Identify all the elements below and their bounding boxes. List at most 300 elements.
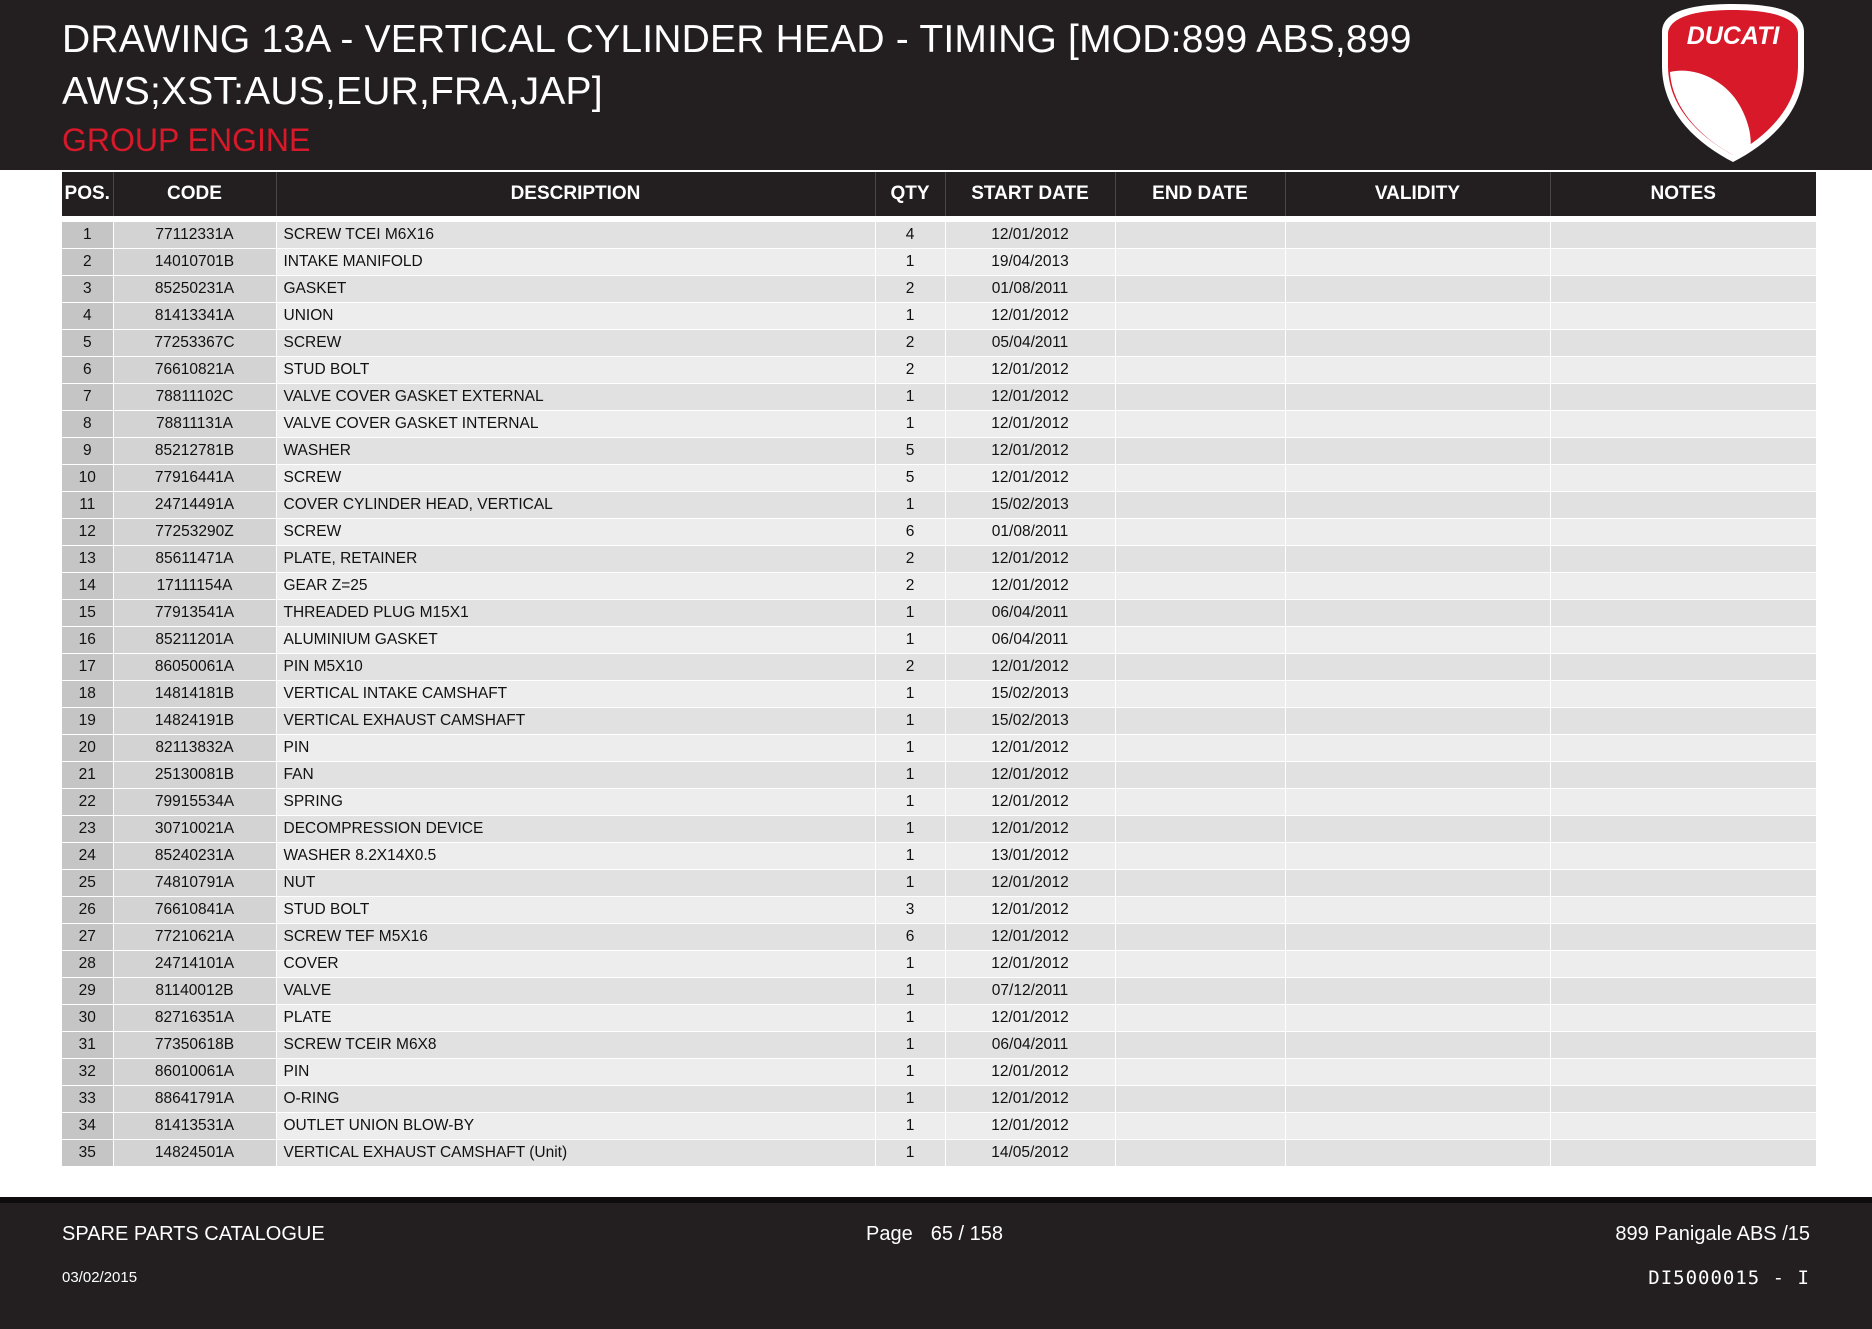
cell-code: 85211201A — [113, 627, 276, 654]
table-row — [62, 1059, 1816, 1086]
cell-validity — [1285, 816, 1550, 843]
table-row — [62, 1113, 1816, 1140]
logo-text: DUCATI — [1686, 22, 1780, 50]
cell-start-date: 06/04/2011 — [945, 1032, 1115, 1059]
cell-qty: 5 — [875, 438, 945, 465]
cell-description: SCREW — [276, 330, 875, 357]
cell-validity — [1285, 1005, 1550, 1032]
cell-code: 86050061A — [113, 654, 276, 681]
cell-end-date — [1115, 924, 1285, 951]
cell-pos: 27 — [62, 924, 113, 951]
cell-qty: 1 — [875, 789, 945, 816]
cell-code: 77112331A — [113, 222, 276, 249]
cell-description: SCREW TCEI M6X16 — [276, 222, 875, 249]
parts-table — [62, 172, 1817, 1167]
cell-pos: 11 — [62, 492, 113, 519]
cell-qty: 2 — [875, 573, 945, 600]
cell-pos: 33 — [62, 1086, 113, 1113]
cell-notes — [1550, 600, 1816, 627]
cell-end-date — [1115, 546, 1285, 573]
table-row — [62, 249, 1816, 276]
cell-description: SCREW TCEIR M6X8 — [276, 1032, 875, 1059]
cell-end-date — [1115, 465, 1285, 492]
cell-code: 88641791A — [113, 1086, 276, 1113]
cell-code: 77350618B — [113, 1032, 276, 1059]
table-row — [62, 951, 1816, 978]
cell-start-date: 12/01/2012 — [945, 357, 1115, 384]
cell-description: WASHER 8.2X14X0.5 — [276, 843, 875, 870]
cell-qty: 3 — [875, 897, 945, 924]
cell-description: VALVE COVER GASKET EXTERNAL — [276, 384, 875, 411]
cell-code: 74810791A — [113, 870, 276, 897]
cell-qty: 1 — [875, 1032, 945, 1059]
table-row — [62, 897, 1816, 924]
cell-end-date — [1115, 708, 1285, 735]
cell-description: PIN — [276, 1059, 875, 1086]
cell-validity — [1285, 357, 1550, 384]
cell-validity — [1285, 519, 1550, 546]
cell-validity — [1285, 708, 1550, 735]
cell-code: 81413531A — [113, 1113, 276, 1140]
cell-pos: 1 — [62, 222, 113, 249]
cell-validity — [1285, 897, 1550, 924]
cell-validity — [1285, 951, 1550, 978]
cell-pos: 30 — [62, 1005, 113, 1032]
cell-pos: 34 — [62, 1113, 113, 1140]
cell-end-date — [1115, 438, 1285, 465]
cell-code: 78811102C — [113, 384, 276, 411]
cell-qty: 2 — [875, 546, 945, 573]
cell-notes — [1550, 1005, 1816, 1032]
cell-start-date: 12/01/2012 — [945, 384, 1115, 411]
cell-end-date — [1115, 735, 1285, 762]
cell-start-date: 12/01/2012 — [945, 303, 1115, 330]
cell-pos: 7 — [62, 384, 113, 411]
cell-pos: 6 — [62, 357, 113, 384]
cell-end-date — [1115, 789, 1285, 816]
cell-notes — [1550, 924, 1816, 951]
cell-qty: 1 — [875, 249, 945, 276]
cell-description: COVER CYLINDER HEAD, VERTICAL — [276, 492, 875, 519]
cell-notes — [1550, 816, 1816, 843]
table-row — [62, 303, 1816, 330]
cell-validity — [1285, 600, 1550, 627]
cell-qty: 1 — [875, 951, 945, 978]
cell-start-date: 12/01/2012 — [945, 573, 1115, 600]
cell-description: PIN — [276, 735, 875, 762]
cell-pos: 26 — [62, 897, 113, 924]
cell-notes — [1550, 654, 1816, 681]
cell-code: 77253367C — [113, 330, 276, 357]
cell-description: THREADED PLUG M15X1 — [276, 600, 875, 627]
cell-validity — [1285, 546, 1550, 573]
cell-code: 14010701B — [113, 249, 276, 276]
cell-qty: 1 — [875, 1086, 945, 1113]
cell-pos: 16 — [62, 627, 113, 654]
cell-notes — [1550, 465, 1816, 492]
column-header-start-date: START DATE — [945, 172, 1115, 216]
cell-code: 79915534A — [113, 789, 276, 816]
cell-qty: 1 — [875, 816, 945, 843]
cell-notes — [1550, 735, 1816, 762]
cell-notes — [1550, 789, 1816, 816]
cell-qty: 1 — [875, 627, 945, 654]
cell-description: VERTICAL EXHAUST CAMSHAFT (Unit) — [276, 1140, 875, 1167]
cell-qty: 5 — [875, 465, 945, 492]
cell-description: O-RING — [276, 1086, 875, 1113]
cell-start-date: 05/04/2011 — [945, 330, 1115, 357]
table-row — [62, 384, 1816, 411]
cell-validity — [1285, 303, 1550, 330]
cell-code: 24714491A — [113, 492, 276, 519]
cell-code: 25130081B — [113, 762, 276, 789]
cell-notes — [1550, 1113, 1816, 1140]
cell-pos: 14 — [62, 573, 113, 600]
cell-validity — [1285, 762, 1550, 789]
cell-notes — [1550, 762, 1816, 789]
table-row — [62, 411, 1816, 438]
cell-start-date: 12/01/2012 — [945, 951, 1115, 978]
cell-qty: 1 — [875, 762, 945, 789]
cell-start-date: 12/01/2012 — [945, 924, 1115, 951]
cell-notes — [1550, 330, 1816, 357]
cell-validity — [1285, 276, 1550, 303]
cell-code: 85240231A — [113, 843, 276, 870]
cell-description: INTAKE MANIFOLD — [276, 249, 875, 276]
cell-description: FAN — [276, 762, 875, 789]
cell-start-date: 07/12/2011 — [945, 978, 1115, 1005]
table-row — [62, 519, 1816, 546]
table-row — [62, 681, 1816, 708]
cell-qty: 1 — [875, 735, 945, 762]
column-header-qty: QTY — [875, 172, 945, 216]
cell-end-date — [1115, 492, 1285, 519]
page-number: 65 / 158 — [930, 1223, 1004, 1245]
cell-qty: 2 — [875, 330, 945, 357]
cell-code: 76610841A — [113, 897, 276, 924]
table-row — [62, 870, 1816, 897]
cell-notes — [1550, 303, 1816, 330]
table-row — [62, 1140, 1816, 1167]
cell-notes — [1550, 276, 1816, 303]
cell-notes — [1550, 1086, 1816, 1113]
cell-end-date — [1115, 303, 1285, 330]
cell-description: NUT — [276, 870, 875, 897]
cell-validity — [1285, 1140, 1550, 1167]
cell-end-date — [1115, 681, 1285, 708]
cell-end-date — [1115, 276, 1285, 303]
cell-validity — [1285, 924, 1550, 951]
table-row — [62, 357, 1816, 384]
cell-pos: 4 — [62, 303, 113, 330]
group-title: GROUP ENGINE — [62, 122, 311, 158]
cell-description: SPRING — [276, 789, 875, 816]
cell-code: 77210621A — [113, 924, 276, 951]
cell-validity — [1285, 978, 1550, 1005]
table-row — [62, 843, 1816, 870]
cell-description: STUD BOLT — [276, 357, 875, 384]
cell-code: 14824191B — [113, 708, 276, 735]
cell-notes — [1550, 546, 1816, 573]
table-row — [62, 546, 1816, 573]
cell-notes — [1550, 438, 1816, 465]
cell-start-date: 12/01/2012 — [945, 735, 1115, 762]
cell-description: GASKET — [276, 276, 875, 303]
cell-code: 85212781B — [113, 438, 276, 465]
cell-notes — [1550, 1032, 1816, 1059]
cell-qty: 1 — [875, 1059, 945, 1086]
cell-description: PLATE, RETAINER — [276, 546, 875, 573]
page-footer — [0, 1197, 1872, 1329]
cell-pos: 20 — [62, 735, 113, 762]
cell-notes — [1550, 384, 1816, 411]
cell-pos: 31 — [62, 1032, 113, 1059]
cell-notes — [1550, 222, 1816, 249]
cell-qty: 1 — [875, 411, 945, 438]
cell-code: 81413341A — [113, 303, 276, 330]
cell-notes — [1550, 978, 1816, 1005]
cell-start-date: 12/01/2012 — [945, 1086, 1115, 1113]
cell-qty: 1 — [875, 492, 945, 519]
cell-start-date: 12/01/2012 — [945, 1113, 1115, 1140]
cell-qty: 1 — [875, 870, 945, 897]
table-row — [62, 789, 1816, 816]
cell-pos: 10 — [62, 465, 113, 492]
cell-end-date — [1115, 1059, 1285, 1086]
cell-notes — [1550, 870, 1816, 897]
cell-code: 82113832A — [113, 735, 276, 762]
cell-code: 30710021A — [113, 816, 276, 843]
cell-pos: 3 — [62, 276, 113, 303]
column-header-validity: VALIDITY — [1285, 172, 1550, 216]
cell-qty: 1 — [875, 303, 945, 330]
ducati-logo — [1654, 2, 1812, 164]
cell-start-date: 15/02/2013 — [945, 492, 1115, 519]
cell-end-date — [1115, 222, 1285, 249]
cell-description: UNION — [276, 303, 875, 330]
cell-pos: 35 — [62, 1140, 113, 1167]
cell-start-date: 12/01/2012 — [945, 465, 1115, 492]
cell-end-date — [1115, 411, 1285, 438]
table-row — [62, 708, 1816, 735]
cell-end-date — [1115, 249, 1285, 276]
table-header-row — [62, 172, 1816, 216]
cell-end-date — [1115, 843, 1285, 870]
cell-pos: 29 — [62, 978, 113, 1005]
table-row — [62, 1032, 1816, 1059]
cell-notes — [1550, 1059, 1816, 1086]
cell-code: 77253290Z — [113, 519, 276, 546]
cell-qty: 6 — [875, 924, 945, 951]
cell-pos: 22 — [62, 789, 113, 816]
cell-notes — [1550, 843, 1816, 870]
cell-code: 14814181B — [113, 681, 276, 708]
cell-code: 76610821A — [113, 357, 276, 384]
cell-notes — [1550, 627, 1816, 654]
cell-end-date — [1115, 1086, 1285, 1113]
catalogue-label: SPARE PARTS CATALOGUE — [62, 1223, 325, 1245]
cell-start-date: 12/01/2012 — [945, 1005, 1115, 1032]
cell-qty: 2 — [875, 357, 945, 384]
cell-start-date: 12/01/2012 — [945, 546, 1115, 573]
table-row — [62, 600, 1816, 627]
cell-start-date: 01/08/2011 — [945, 519, 1115, 546]
table-row — [62, 1005, 1816, 1032]
cell-pos: 19 — [62, 708, 113, 735]
column-header-notes: NOTES — [1550, 172, 1816, 216]
cell-qty: 2 — [875, 276, 945, 303]
cell-description: VERTICAL EXHAUST CAMSHAFT — [276, 708, 875, 735]
cell-code: 85611471A — [113, 546, 276, 573]
cell-validity — [1285, 330, 1550, 357]
cell-start-date: 14/05/2012 — [945, 1140, 1115, 1167]
column-header-end-date: END DATE — [1115, 172, 1285, 216]
cell-code: 17111154A — [113, 573, 276, 600]
catalogue-date: 03/02/2015 — [62, 1269, 138, 1286]
cell-validity — [1285, 1059, 1550, 1086]
cell-end-date — [1115, 654, 1285, 681]
cell-qty: 1 — [875, 1005, 945, 1032]
cell-start-date: 12/01/2012 — [945, 870, 1115, 897]
cell-code: 85250231A — [113, 276, 276, 303]
cell-start-date: 12/01/2012 — [945, 654, 1115, 681]
table-row — [62, 465, 1816, 492]
cell-notes — [1550, 897, 1816, 924]
cell-description: SCREW — [276, 519, 875, 546]
cell-qty: 1 — [875, 384, 945, 411]
cell-validity — [1285, 222, 1550, 249]
cell-end-date — [1115, 978, 1285, 1005]
cell-pos: 23 — [62, 816, 113, 843]
cell-start-date: 06/04/2011 — [945, 600, 1115, 627]
cell-qty: 1 — [875, 978, 945, 1005]
cell-qty: 1 — [875, 600, 945, 627]
cell-description: SCREW — [276, 465, 875, 492]
cell-end-date — [1115, 951, 1285, 978]
cell-qty: 1 — [875, 843, 945, 870]
table-row — [62, 627, 1816, 654]
table-row — [62, 330, 1816, 357]
cell-end-date — [1115, 1005, 1285, 1032]
cell-validity — [1285, 384, 1550, 411]
cell-end-date — [1115, 357, 1285, 384]
table-row — [62, 654, 1816, 681]
cell-end-date — [1115, 1032, 1285, 1059]
cell-validity — [1285, 681, 1550, 708]
table-row — [62, 735, 1816, 762]
cell-pos: 28 — [62, 951, 113, 978]
cell-validity — [1285, 411, 1550, 438]
cell-notes — [1550, 951, 1816, 978]
cell-notes — [1550, 708, 1816, 735]
cell-validity — [1285, 249, 1550, 276]
cell-description: VALVE — [276, 978, 875, 1005]
page-label: Page — [866, 1223, 913, 1245]
cell-validity — [1285, 1032, 1550, 1059]
cell-notes — [1550, 249, 1816, 276]
cell-end-date — [1115, 627, 1285, 654]
cell-end-date — [1115, 330, 1285, 357]
cell-validity — [1285, 789, 1550, 816]
cell-description: ALUMINIUM GASKET — [276, 627, 875, 654]
cell-end-date — [1115, 870, 1285, 897]
cell-start-date: 13/01/2012 — [945, 843, 1115, 870]
cell-validity — [1285, 627, 1550, 654]
cell-start-date: 12/01/2012 — [945, 762, 1115, 789]
column-header-code: CODE — [113, 172, 276, 216]
cell-end-date — [1115, 384, 1285, 411]
cell-qty: 6 — [875, 519, 945, 546]
cell-description: PIN M5X10 — [276, 654, 875, 681]
cell-pos: 12 — [62, 519, 113, 546]
cell-start-date: 12/01/2012 — [945, 438, 1115, 465]
cell-start-date: 15/02/2013 — [945, 708, 1115, 735]
cell-pos: 32 — [62, 1059, 113, 1086]
cell-notes — [1550, 573, 1816, 600]
cell-pos: 18 — [62, 681, 113, 708]
cell-validity — [1285, 1113, 1550, 1140]
model-name: 899 Panigale ABS /15 — [1615, 1223, 1810, 1245]
cell-notes — [1550, 1140, 1816, 1167]
cell-pos: 25 — [62, 870, 113, 897]
cell-end-date — [1115, 897, 1285, 924]
cell-start-date: 19/04/2013 — [945, 249, 1115, 276]
cell-description: PLATE — [276, 1005, 875, 1032]
cell-pos: 2 — [62, 249, 113, 276]
cell-start-date: 12/01/2012 — [945, 1059, 1115, 1086]
cell-code: 82716351A — [113, 1005, 276, 1032]
cell-pos: 21 — [62, 762, 113, 789]
cell-qty: 4 — [875, 222, 945, 249]
cell-pos: 24 — [62, 843, 113, 870]
table-row — [62, 1086, 1816, 1113]
cell-pos: 17 — [62, 654, 113, 681]
cell-end-date — [1115, 519, 1285, 546]
table-row — [62, 573, 1816, 600]
table-row — [62, 924, 1816, 951]
cell-validity — [1285, 870, 1550, 897]
cell-start-date: 12/01/2012 — [945, 411, 1115, 438]
cell-code: 78811131A — [113, 411, 276, 438]
cell-description: GEAR Z=25 — [276, 573, 875, 600]
cell-start-date: 15/02/2013 — [945, 681, 1115, 708]
cell-start-date: 12/01/2012 — [945, 816, 1115, 843]
table-body — [62, 216, 1816, 1167]
cell-qty: 1 — [875, 681, 945, 708]
cell-validity — [1285, 438, 1550, 465]
cell-end-date — [1115, 762, 1285, 789]
cell-notes — [1550, 357, 1816, 384]
cell-end-date — [1115, 573, 1285, 600]
cell-end-date — [1115, 1113, 1285, 1140]
cell-code: 14824501A — [113, 1140, 276, 1167]
cell-notes — [1550, 492, 1816, 519]
table-row — [62, 978, 1816, 1005]
page-indicator — [866, 1223, 1003, 1246]
cell-description: OUTLET UNION BLOW-BY — [276, 1113, 875, 1140]
cell-qty: 1 — [875, 1113, 945, 1140]
cell-validity — [1285, 492, 1550, 519]
cell-end-date — [1115, 600, 1285, 627]
document-code: DI5000015 - I — [1648, 1267, 1810, 1289]
cell-validity — [1285, 573, 1550, 600]
drawing-title: DRAWING 13A - VERTICAL CYLINDER HEAD - TIMING [MOD:899 ABS,899 AWS;XST:AUS,EUR,FRA,JAP] — [62, 18, 1412, 113]
cell-description: VALVE COVER GASKET INTERNAL — [276, 411, 875, 438]
parts-table-wrapper — [62, 172, 1816, 1167]
cell-start-date: 12/01/2012 — [945, 222, 1115, 249]
table-row — [62, 438, 1816, 465]
cell-code: 81140012B — [113, 978, 276, 1005]
